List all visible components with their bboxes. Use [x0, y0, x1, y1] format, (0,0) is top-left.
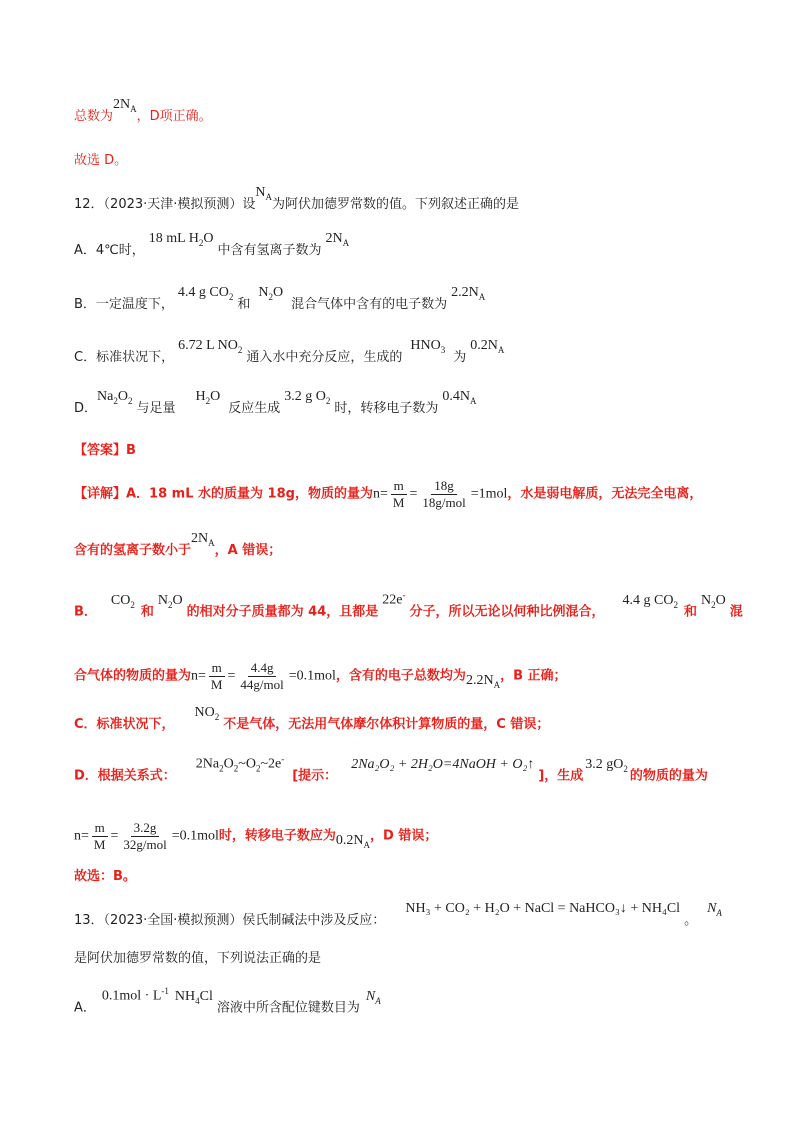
math: $N_2O$: [700, 592, 726, 610]
question-12-option-b: B．一定温度下，4.4 g $CO_2$和$N_2O$混合气体中含有的电子数为$2.2N_A$: [74, 285, 486, 312]
text: 总数为: [74, 109, 114, 124]
math: 3.2 g $O_2$: [284, 389, 331, 406]
math: 4.4 g $CO_2$: [177, 285, 234, 302]
math: $2.2N_A$: [451, 285, 486, 302]
math-na: $N_A$: [365, 988, 381, 1006]
math: 3.2 $gO_2$: [585, 756, 628, 774]
question-13-stem: 13．（2023·全国·模拟预测）侯氏制碱法中涉及反应：NH₃ + CO₂ + H₂O + NaCl = NaHCO₃↓ + NH₄Cl。$N_A$: [74, 901, 722, 928]
text: ，D项正确。: [136, 109, 212, 124]
math: $0.2N_A$: [335, 832, 371, 850]
math: $0.4N_A$: [442, 389, 477, 406]
math: $0.2N_A$: [470, 338, 505, 355]
math: $N_2O$: [258, 285, 284, 302]
question-12-option-c: C．标准状况下，6.72 L $NO_2$通入水中充分反应，生成的$HNO_3$为$0.2N_A$: [74, 338, 505, 365]
question-12-option-d: D．$Na_2O_2$与足量$H_2O$反应生成3.2 g $O_2$时，转移电子数为$0.4N_A$: [74, 389, 477, 416]
math: $Na_2O_2$: [97, 389, 133, 406]
equation: NH₃ + CO₂ + H₂O + NaCl = NaHCO₃↓ + NH₄Cl: [405, 901, 681, 916]
detail-line-8: 故选：B。: [74, 869, 136, 884]
detail-line-2: 含有的氢离子数小于$2N_A$，A 错误；: [74, 531, 282, 558]
math: $HNO_3$: [410, 338, 446, 355]
paragraph-choose-d: 故选 D。: [74, 153, 128, 168]
formula: n= $\frac{m}{M}$ = $\frac{18g}{\text{18g/mol}}$ =1mol: [372, 478, 508, 510]
math-2na: $2N_A$: [113, 97, 137, 114]
answer-value: B: [126, 443, 136, 458]
math: 22e-: [382, 590, 406, 608]
math-na: $N_A$: [707, 901, 722, 918]
math: $NO_2$: [194, 705, 220, 722]
detail-line-7: n= $\frac{m}{M}$ = $\frac{3.2g}{\text{32g/mol}}$ =0.1mol时，转移电子数应为$0.2N_A$，D 错误；: [74, 820, 438, 852]
math: $N_2O$: [157, 592, 183, 610]
math: $2N_A$: [191, 531, 215, 548]
math: 6.72 L $NO_2$: [178, 338, 243, 355]
detail-line-5: C．标准状况下，$NO_2$不是气体，无法用气体摩尔体积计算物质的量，C 错误；: [74, 705, 550, 732]
question-13-option-a: A．$0.1mol \cdot L^{-1}$ $NH_4Cl$溶液中所含配位键数目为$N_A$: [74, 994, 381, 1021]
answer-12: 【答案】B: [74, 443, 136, 458]
question-12-stem: 12．（2023·天津·模拟预测）设$N_A$为阿伏加德罗常数的值。下列叙述正确的是: [74, 185, 520, 212]
math: $NH_4Cl$: [174, 988, 213, 1006]
detail-line-1: 【详解】A．18 mL 水的质量为 18g，物质的量为n= $\frac{m}{M}$ = $\frac{18g}{\text{18g/mol}}$ =1mol，水是弱电解质，无法完全电离，: [74, 478, 703, 510]
equation: 2Na₂O₂ + 2H₂O=4NaOH + O₂↑: [351, 756, 535, 772]
detail-line-4: 合气体的物质的量为n= $\frac{m}{M}$ = $\frac{4.4g}{\text{44g/mol}}$ =0.1mol，含有的电子总数均为$2.2N_A$，B 正确；: [74, 660, 567, 692]
math: $2N_A$: [325, 231, 350, 248]
paragraph-total: [74, 97, 212, 130]
formula: n= $\frac{m}{M}$ = $\frac{3.2g}{\text{32g/mol}}$ =0.1mol: [74, 820, 219, 852]
question-12-option-a: A．4℃时，18 mL $H_2O$中含有氢离子数为$2N_A$: [74, 231, 350, 258]
math: $H_2O$: [195, 389, 221, 406]
detail-line-6: D．根据关系式：$2Na_2O_2\sim O_2\sim 2e^-$[提示：2Na₂O₂ + 2H₂O=4NaOH + O₂↑]，生成3.2 $gO_2$的物质的量为: [74, 762, 708, 789]
math-na: $N_A$: [255, 185, 273, 202]
math: $CO_2$: [110, 592, 135, 610]
math: 18 mL $H_2O$: [148, 231, 214, 248]
formula: n= $\frac{m}{M}$ = $\frac{4.4g}{\text{44g/mol}}$ =0.1mol: [191, 660, 336, 692]
math: 4.4 g $CO_2$: [622, 592, 678, 610]
question-13-stem-cont: 是阿伏加德罗常数的值，下列说法正确的是: [74, 951, 322, 966]
math: $2Na_2O_2\sim O_2\sim 2e^-$: [195, 754, 285, 774]
math: $0.1mol \cdot L^{-1}$: [101, 986, 169, 1004]
detail-line-3: B．$CO_2$和$N_2O$的相对分子质量都为 44，且都是22e-分子，所以无论以何种比例混合，4.4 g $CO_2$和$N_2O$混: [74, 598, 743, 625]
math: $2.2N_A$: [465, 672, 501, 690]
